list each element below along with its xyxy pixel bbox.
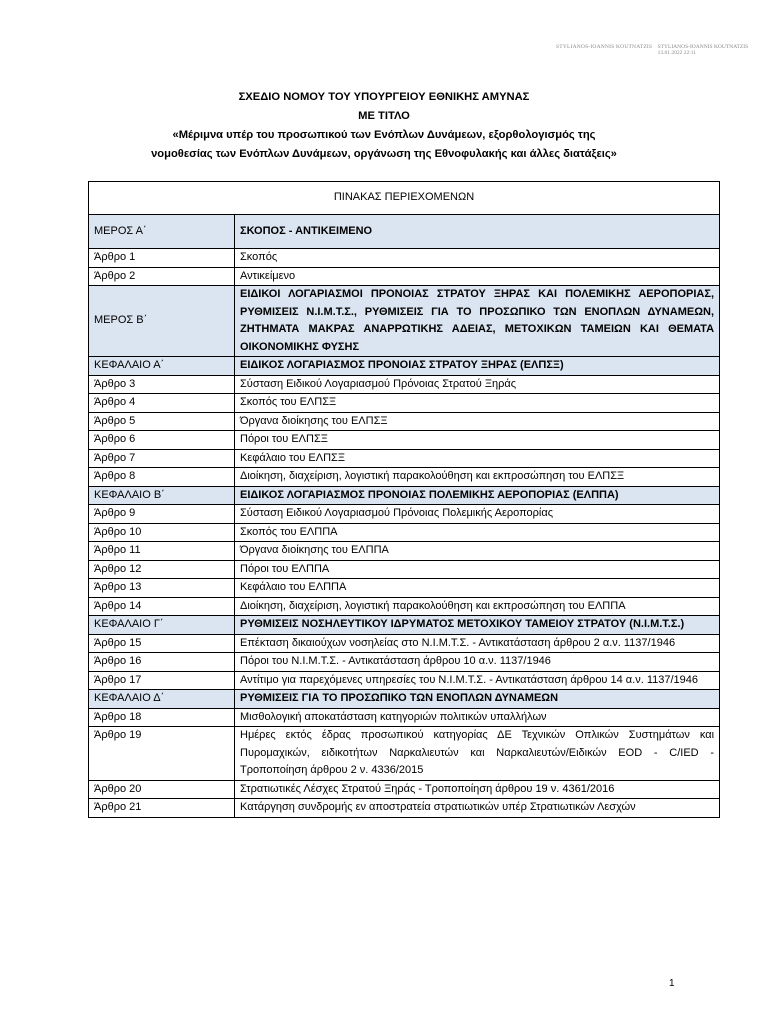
toc-row-title: Πόροι του ΕΛΠΣΞ xyxy=(235,431,720,450)
title-line: «Μέριμνα υπέρ του προσωπικού των Ενόπλων Δυνάμεων, εξορθολογισμός της xyxy=(172,129,596,141)
toc-section-row xyxy=(89,690,720,709)
page-number: 1 xyxy=(669,978,675,989)
toc-row-title: ΕΙΔΙΚΟΣ ΛΟΓΑΡΙΑΣΜΟΣ ΠΡΟΝΟΙΑΣ ΣΤΡΑΤΟΥ ΞΗΡΑΣ (ΕΛΠΣΞ) xyxy=(235,357,720,376)
toc-row-label: Άρθρο 10 xyxy=(89,523,235,542)
toc-section-row xyxy=(89,215,720,249)
signature-stamp-date: 13.01.2022 22:11 xyxy=(657,50,697,56)
toc-row-title: Σύσταση Ειδικού Λογαριασμού Πρόνοιας Πολεμικής Αεροπορίας xyxy=(235,505,720,524)
toc-row-label: Άρθρο 11 xyxy=(89,542,235,561)
toc-row-title: Σύσταση Ειδικού Λογαριασμού Πρόνοιας Στρατού Ξηράς xyxy=(235,375,720,394)
toc-row-title: Μισθολογική αποκατάσταση κατηγοριών πολιτικών υπαλλήλων xyxy=(235,708,720,727)
toc-row-label: ΚΕΦΑΛΑΙΟ Β΄ xyxy=(89,486,235,505)
toc-row-title: Επέκταση δικαιούχων νοσηλείας στο Ν.Ι.Μ.Τ.Σ. - Αντικατάσταση άρθρου 2 α.ν. 1137/1946 xyxy=(235,634,720,653)
toc-row-title: Όργανα διοίκησης του ΕΛΠΣΞ xyxy=(235,412,720,431)
toc-row-label: Άρθρο 18 xyxy=(89,708,235,727)
toc-article-row xyxy=(89,394,720,413)
toc-article-row xyxy=(89,799,720,818)
toc-row-title: Σκοπός του ΕΛΠΠΑ xyxy=(235,523,720,542)
toc-row-title: ΡΥΘΜΙΣΕΙΣ ΓΙΑ ΤΟ ΠΡΟΣΩΠΙΚΟ ΤΩΝ ΕΝΟΠΛΩΝ ΔΥΝΑΜΕΩΝ xyxy=(235,690,720,709)
toc-article-row xyxy=(89,597,720,616)
toc-row-title: Αντικείμενο xyxy=(235,267,720,286)
toc-row-title: ΣΚΟΠΟΣ - ΑΝΤΙΚΕΙΜΕΝΟ xyxy=(235,215,720,249)
toc-article-row xyxy=(89,505,720,524)
toc-section-row xyxy=(89,616,720,635)
toc-header-row xyxy=(89,182,720,215)
toc-row-label: Άρθρο 9 xyxy=(89,505,235,524)
toc-row-label: Άρθρο 5 xyxy=(89,412,235,431)
toc-article-row xyxy=(89,431,720,450)
toc-article-row xyxy=(89,468,720,487)
title-line: ΜΕ ΤΙΤΛΟ xyxy=(358,110,410,122)
signature-stamp xyxy=(658,44,749,56)
toc-row-label: Άρθρο 2 xyxy=(89,267,235,286)
toc-row-label: Άρθρο 14 xyxy=(89,597,235,616)
toc-row-label: Άρθρο 6 xyxy=(89,431,235,450)
toc-article-row xyxy=(89,542,720,561)
toc-row-label: Άρθρο 15 xyxy=(89,634,235,653)
toc-article-row xyxy=(89,671,720,690)
toc-row-label: Άρθρο 19 xyxy=(89,727,235,781)
toc-row-title: Αντίτιμο για παρεχόμενες υπηρεσίες του Ν.Ι.Μ.Τ.Σ. - Αντικατάσταση άρθρου 14 α.ν. 1137/1946 xyxy=(235,671,720,690)
toc-row-title: Πόροι του ΕΛΠΠΑ xyxy=(235,560,720,579)
toc-row-label: Άρθρο 4 xyxy=(89,394,235,413)
toc-row-label: ΜΕΡΟΣ Α΄ xyxy=(89,215,235,249)
toc-header: ΠΙΝΑΚΑΣ ΠΕΡΙΕΧΟΜΕΝΩΝ xyxy=(89,182,720,215)
toc-row-label: ΚΕΦΑΛΑΙΟ Δ΄ xyxy=(89,690,235,709)
toc-article-row xyxy=(89,267,720,286)
toc-article-row xyxy=(89,634,720,653)
toc-row-label: ΜΕΡΟΣ Β΄ xyxy=(89,286,235,357)
title-line: ΣΧΕΔΙΟ ΝΟΜΟΥ ΤΟΥ ΥΠΟΥΡΓΕΙΟΥ ΕΘΝΙΚΗΣ ΑΜΥΝΑΣ xyxy=(238,91,530,103)
toc-row-label: Άρθρο 12 xyxy=(89,560,235,579)
toc-article-row xyxy=(89,727,720,781)
toc-row-title: Διοίκηση, διαχείριση, λογιστική παρακολούθηση και εκπροσώπηση του ΕΛΠΠΑ xyxy=(235,597,720,616)
toc-row-label: Άρθρο 20 xyxy=(89,780,235,799)
toc-article-row xyxy=(89,560,720,579)
title-line: νομοθεσίας των Ενόπλων Δυνάμεων, οργάνωση της Εθνοφυλακής και άλλες διατάξεις» xyxy=(151,148,617,160)
toc-section-row xyxy=(89,357,720,376)
toc-article-row xyxy=(89,780,720,799)
toc-row-label: Άρθρο 21 xyxy=(89,799,235,818)
toc-row-title: Διοίκηση, διαχείριση, λογιστική παρακολούθηση και εκπροσώπηση του ΕΛΠΣΞ xyxy=(235,468,720,487)
document-title xyxy=(0,88,768,164)
toc-row-title: ΕΙΔΙΚΟΙ ΛΟΓΑΡΙΑΣΜΟΙ ΠΡΟΝΟΙΑΣ ΣΤΡΑΤΟΥ ΞΗΡΑΣ ΚΑΙ ΠΟΛΕΜΙΚΗΣ ΑΕΡΟΠΟΡΙΑΣ, ΡΥΘΜΙΣΕΙΣ Ν.Ι.Μ.Τ.Σ., ΡΥΘΜΙΣΕΙΣ ΓΙΑ ΤΟ ΠΡΟΣΩΠΙΚΟ ΤΩΝ ΕΝΟΠΛΩΝ ΔΥΝΑΜΕΩΝ, ΖΗΤΗΜΑΤΑ ΜΑΚΡΑΣ ΑΝΑΡΡΩΤΙΚΗΣ ΑΔΕΙΑΣ, ΜΕΤΟΧΙΚΩΝ ΤΑΜΕΙΩΝ ΚΑΙ ΘΕΜΑΤΑ ΟΙΚΟΝΟΜΙΚΗΣ ΦΥΣΗΣ xyxy=(235,286,720,357)
toc-row-title: Όργανα διοίκησης του ΕΛΠΠΑ xyxy=(235,542,720,561)
toc-article-row xyxy=(89,579,720,598)
signature-stamp-name: STYLIANOS-IOANNIS KOUTNATZIS xyxy=(657,44,749,50)
toc-row-label: ΚΕΦΑΛΑΙΟ Α΄ xyxy=(89,357,235,376)
toc-row-title: Στρατιωτικές Λέσχες Στρατού Ξηράς - Τροποποίηση άρθρου 19 ν. 4361/2016 xyxy=(235,780,720,799)
toc-row-label: ΚΕΦΑΛΑΙΟ Γ΄ xyxy=(89,616,235,635)
toc-row-label: Άρθρο 17 xyxy=(89,671,235,690)
toc-row-label: Άρθρο 1 xyxy=(89,249,235,268)
toc-row-title: Πόροι του Ν.Ι.Μ.Τ.Σ. - Αντικατάσταση άρθρου 10 α.ν. 1137/1946 xyxy=(235,653,720,672)
toc-row-title: ΕΙΔΙΚΟΣ ΛΟΓΑΡΙΑΣΜΟΣ ΠΡΟΝΟΙΑΣ ΠΟΛΕΜΙΚΗΣ ΑΕΡΟΠΟΡΙΑΣ (ΕΛΠΠΑ) xyxy=(235,486,720,505)
toc-article-row xyxy=(89,708,720,727)
toc-article-row xyxy=(89,412,720,431)
toc-row-title: Κατάργηση συνδρομής εν αποστρατεία στρατιωτικών υπέρ Στρατιωτικών Λεσχών xyxy=(235,799,720,818)
toc-article-row xyxy=(89,449,720,468)
toc-row-title: ΡΥΘΜΙΣΕΙΣ ΝΟΣΗΛΕΥΤΙΚΟΥ ΙΔΡΥΜΑΤΟΣ ΜΕΤΟΧΙΚΟΥ ΤΑΜΕΙΟΥ ΣΤΡΑΤΟΥ (Ν.Ι.Μ.Τ.Σ.) xyxy=(235,616,720,635)
toc-row-label: Άρθρο 7 xyxy=(89,449,235,468)
toc-row-title: Ημέρες εκτός έδρας προσωπικού κατηγορίας ΔΕ Τεχνικών Οπλικών Συστημάτων και Πυρομαχικών, ειδικοτήτων Ναρκαλιευτών και Ναρκαλιευτών/Ειδικών EOD - C/IED - Τροποποίηση άρθρου 2 ν. 4336/2015 xyxy=(235,727,720,781)
toc-row-title: Σκοπός του ΕΛΠΣΞ xyxy=(235,394,720,413)
toc-article-row xyxy=(89,375,720,394)
toc-row-label: Άρθρο 8 xyxy=(89,468,235,487)
signature-signer-name: STYLIANOS-IOANNIS KOUTNATZIS xyxy=(556,44,653,50)
toc-article-row xyxy=(89,249,720,268)
table-of-contents xyxy=(88,181,720,818)
toc-article-row xyxy=(89,523,720,542)
toc-article-row xyxy=(89,653,720,672)
toc-row-title: Κεφάλαιο του ΕΛΠΣΞ xyxy=(235,449,720,468)
toc-section-row xyxy=(89,486,720,505)
toc-section-row xyxy=(89,286,720,357)
toc-row-label: Άρθρο 3 xyxy=(89,375,235,394)
digital-signature xyxy=(556,44,748,56)
toc-row-label: Άρθρο 16 xyxy=(89,653,235,672)
toc-row-title: Σκοπός xyxy=(235,249,720,268)
toc-row-label: Άρθρο 13 xyxy=(89,579,235,598)
toc-row-title: Κεφάλαιο του ΕΛΠΠΑ xyxy=(235,579,720,598)
